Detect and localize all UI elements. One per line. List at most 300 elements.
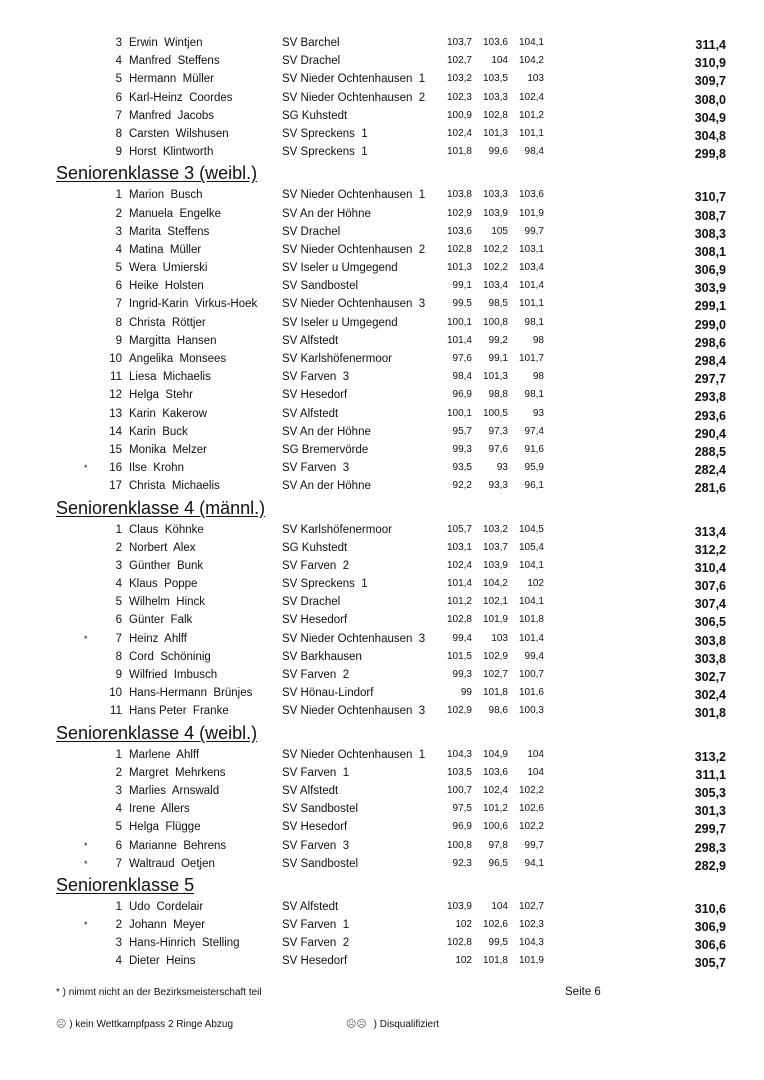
series-3-score: 101,9 [518,207,544,219]
rank: 11 [110,705,122,718]
shooter-name: Klaus Poppe [129,578,198,591]
series-1-score: 100,1 [446,316,472,328]
series-3-score: 104,1 [518,37,544,48]
rank: 7 [115,298,122,311]
series-3-score: 104,3 [518,937,544,949]
series-3-score: 93 [532,407,544,419]
series-3-score: 104,2 [518,55,544,67]
series-2-score: 99,2 [488,334,508,346]
series-3-score: 94,1 [524,857,544,869]
series-2-score: 104 [491,900,508,912]
series-3-score: 95,9 [524,462,544,474]
series-2-score: 102,2 [482,243,508,255]
result-row [0,837,764,855]
total-score: 282,4 [694,463,726,478]
total-score: 301,8 [694,706,726,721]
club-name: SV Nieder Ochtenhausen 2 [282,243,426,256]
rank: 6 [115,614,122,627]
rank: 17 [109,480,122,493]
club-name: SV Drachel [282,225,341,238]
series-2-score: 101,3 [482,127,508,139]
shooter-name: Marianne Behrens [129,839,227,852]
rank: 13 [109,407,122,420]
double-sad-face-icon: ☹☹ [346,1019,367,1030]
series-2-score: 102,7 [482,669,508,680]
result-row [0,332,764,350]
not-eligible-marker: * [84,633,88,644]
club-name: SV Sandbostel [282,803,359,816]
shooter-name: Christa Michaelis [129,480,220,493]
series-1-score: 92,3 [452,857,472,869]
result-row [0,350,764,368]
club-name: SV An der Höhne [282,425,371,438]
club-name: SV Hesedorf [282,821,348,834]
series-3-score: 101,2 [518,109,544,121]
shooter-name: Günter Falk [129,614,193,627]
rank: 4 [115,803,122,816]
series-2-score: 105 [491,225,508,237]
result-row [0,611,764,629]
not-eligible-marker: * [84,840,88,851]
result-row [0,782,764,800]
rank: 15 [109,443,122,456]
series-1-score: 102 [455,919,472,931]
result-row [0,52,764,70]
series-3-score: 98,1 [524,389,544,401]
total-score: 312,2 [694,542,726,557]
series-3-score: 98 [532,371,544,383]
club-name: SV Farven 1 [282,766,350,779]
series-3-score: 102,7 [518,900,544,912]
series-3-score: 101,6 [518,687,544,699]
series-3-score: 102,2 [518,821,544,833]
club-name: SV Farven 3 [282,371,350,384]
series-3-score: 104,5 [518,523,544,535]
series-3-score: 98,4 [524,146,544,158]
series-1-score: 93,5 [452,462,472,474]
club-name: SV Farven 3 [282,839,350,852]
rank: 4 [115,55,122,68]
series-3-score: 104,1 [518,596,544,608]
series-3-score: 100,7 [518,669,544,680]
result-row [0,764,764,782]
rank: 7 [115,632,122,645]
results-page [0,34,764,971]
result-row [0,368,764,386]
total-score: 310,4 [694,560,726,575]
result-row [0,314,764,332]
series-2-score: 93 [496,462,508,474]
section-title: Seniorenklasse 5 [56,874,195,895]
rank: 5 [115,821,122,834]
shooter-name: Marion Busch [129,189,203,202]
club-name: SV Iseler u Umgegend [282,262,398,275]
series-1-score: 103,1 [446,541,472,553]
series-1-score: 100,8 [446,839,472,851]
rank: 3 [115,37,122,49]
series-2-score: 103,2 [482,523,508,535]
result-row [0,855,764,873]
series-3-score: 99,4 [524,650,544,662]
shooter-name: Helga Stehr [129,389,193,402]
total-score: 298,6 [694,335,726,350]
total-score: 299,1 [694,299,726,314]
series-3-score: 104 [527,748,544,760]
series-3-score: 98 [532,334,544,346]
rank: 8 [115,316,122,329]
total-score: 304,9 [694,110,726,125]
shooter-name: Manfred Jacobs [129,109,215,122]
series-2-score: 97,6 [488,443,508,455]
rank: 1 [115,189,122,202]
total-score: 293,6 [694,408,726,423]
series-2-score: 103,9 [482,207,508,219]
club-name: SV Barkhausen [282,650,362,663]
rank: 14 [109,425,122,438]
result-row [0,186,764,204]
legend-no-license [56,1019,233,1030]
section-title: Seniorenklasse 4 (männl.) [56,497,266,518]
shooter-name: Heike Holsten [129,280,204,293]
shooter-name: Irene Allers [129,803,190,816]
series-1-score: 100,1 [446,407,472,419]
shooter-name: Wilhelm Hinck [129,596,206,609]
series-3-score: 98,1 [524,316,544,328]
rank: 8 [115,127,122,140]
rank: 1 [115,900,122,913]
club-name: SG Kuhstedt [282,541,348,554]
club-name: SV Nieder Ochtenhausen 3 [282,705,426,718]
shooter-name: Karl-Heinz Coordes [129,91,233,104]
result-row [0,684,764,702]
total-score: 308,3 [694,226,726,241]
total-score: 281,6 [694,481,726,496]
series-2-score: 99,5 [488,937,508,949]
footnote-not-participating: * ) nimmt nicht an der Bezirksmeisterschaft teil [56,987,262,998]
rank: 3 [115,225,122,238]
rank: 8 [115,650,122,663]
shooter-name: Horst Klintworth [129,146,214,159]
result-row [0,423,764,441]
not-eligible-marker: * [84,858,88,869]
club-name: SV Nieder Ochtenhausen 1 [282,748,426,761]
result-row [0,521,764,539]
series-3-score: 100,3 [518,705,544,717]
club-name: SV Alfstedt [282,407,339,420]
shooter-name: Claus Köhnke [129,523,204,536]
series-2-score: 101,9 [482,614,508,626]
result-row [0,746,764,764]
rank: 3 [115,559,122,572]
section-title: Seniorenklasse 4 (weibl.) [56,722,258,743]
series-1-score: 99,5 [452,298,472,310]
shooter-name: Wera Umierski [129,262,208,275]
series-1-score: 101,5 [446,650,472,662]
total-score: 308,7 [694,208,726,223]
series-3-score: 101,4 [518,280,544,292]
series-2-score: 101,8 [482,955,508,967]
rank: 10 [109,687,122,700]
result-row [0,459,764,477]
series-1-score: 103,7 [446,37,472,48]
sad-face-icon: ☹ [56,1019,67,1030]
total-score: 307,6 [694,579,726,594]
total-score: 299,8 [694,147,726,162]
rank: 10 [109,353,122,365]
club-name: SV Nieder Ochtenhausen 1 [282,189,426,202]
series-2-score: 103,4 [482,280,508,292]
rank: 2 [115,919,122,932]
series-3-score: 99,7 [524,225,544,237]
rank: 3 [115,937,122,950]
series-2-score: 103,6 [482,37,508,48]
series-2-score: 102,6 [482,919,508,931]
series-1-score: 99,4 [452,632,472,644]
series-1-score: 92,2 [452,480,472,492]
series-2-score: 104,2 [482,578,508,590]
club-name: SV An der Höhne [282,207,371,220]
series-3-score: 104 [527,766,544,778]
shooter-name: Marlene Ahlff [129,748,200,761]
rank: 3 [115,784,122,797]
total-score: 298,4 [694,354,726,368]
club-name: SV Spreckens 1 [282,127,368,140]
series-2-score: 96,5 [488,857,508,869]
result-row [0,575,764,593]
shooter-name: Hans Peter Franke [129,705,229,718]
total-score: 306,6 [694,938,726,953]
shooter-name: Norbert Alex [129,541,196,554]
result-row [0,386,764,404]
series-1-score: 103,6 [446,225,472,237]
result-row [0,952,764,970]
series-1-score: 102,8 [446,243,472,255]
series-1-score: 105,7 [446,523,472,535]
series-2-score: 100,6 [482,821,508,833]
series-3-score: 99,7 [524,839,544,851]
club-name: SV Farven 3 [282,462,350,475]
shooter-name: Monika Melzer [129,443,207,456]
series-3-score: 105,4 [518,541,544,553]
series-1-score: 102,7 [446,55,472,67]
series-1-score: 101,8 [446,146,472,158]
rank: 6 [115,280,122,293]
series-2-score: 97,8 [488,839,508,851]
series-1-score: 103,5 [446,766,472,778]
total-score: 308,0 [694,92,726,107]
shooter-name: Carsten Wilshusen [129,127,229,140]
shooter-name: Waltraud Oetjen [129,857,215,870]
series-2-score: 103,5 [482,73,508,85]
club-name: SV Iseler u Umgegend [282,316,398,329]
club-name: SV Barchel [282,37,340,49]
result-row [0,34,764,52]
shooter-name: Günther Bunk [129,559,204,572]
legend-disqualified-text: ) Disqualifiziert [373,1019,440,1030]
club-name: SV Sandbostel [282,280,359,293]
club-name: SV Drachel [282,55,341,68]
club-name: SV Nieder Ochtenhausen 1 [282,73,426,86]
series-3-score: 101,1 [518,298,544,310]
series-2-score: 102,9 [482,650,508,662]
result-row [0,934,764,952]
series-1-score: 102,4 [446,127,472,139]
rank: 7 [115,857,122,870]
series-2-score: 102,2 [482,262,508,274]
series-2-score: 103,6 [482,766,508,778]
club-name: SV Nieder Ochtenhausen 2 [282,91,426,104]
shooter-name: Manfred Steffens [129,55,220,68]
result-row [0,800,764,818]
series-2-score: 102,1 [482,596,508,608]
series-2-score: 104,9 [482,748,508,760]
series-1-score: 102,4 [446,559,472,571]
club-name: SV Nieder Ochtenhausen 3 [282,632,426,645]
series-2-score: 99,1 [488,353,508,364]
total-score: 311,4 [695,38,726,52]
shooter-name: Marlies Arnswald [129,784,220,797]
result-row [0,125,764,143]
series-3-score: 101,8 [518,614,544,626]
rank: 4 [115,578,122,591]
series-3-score: 103,1 [518,243,544,255]
result-row [0,666,764,684]
shooter-name: Margitta Hansen [129,334,217,347]
result-row [0,295,764,313]
total-score: 282,9 [694,858,726,873]
rank: 1 [115,748,122,761]
series-3-score: 101,9 [518,955,544,967]
shooter-name: Johann Meyer [129,919,206,932]
series-1-score: 102,9 [446,207,472,219]
result-row [0,107,764,125]
series-1-score: 97,5 [452,803,472,815]
series-1-score: 99,1 [452,280,472,292]
series-2-score: 100,8 [482,316,508,328]
total-score: 313,2 [694,749,726,764]
total-score: 306,9 [694,263,726,278]
result-row [0,818,764,836]
result-row [0,405,764,423]
total-score: 303,9 [694,281,726,296]
total-score: 310,9 [694,56,726,71]
legend-no-license-text: ) kein Wettkampfpass 2 Ringe Abzug [69,1019,234,1030]
total-score: 303,8 [694,633,726,648]
total-score: 301,3 [694,804,726,819]
club-name: SV Drachel [282,596,341,609]
total-score: 305,3 [694,785,726,800]
series-1-score: 101,2 [446,596,472,608]
series-2-score: 98,5 [488,298,508,310]
shooter-name: Helga Flügge [129,821,201,834]
series-1-score: 102 [455,955,472,967]
total-score: 307,4 [694,597,726,612]
series-1-score: 96,9 [452,821,472,833]
club-name: SV Alfstedt [282,900,339,913]
series-1-score: 100,9 [446,109,472,121]
series-1-score: 103,9 [446,900,472,912]
result-row [0,539,764,557]
shooter-name: Dieter Heins [129,955,196,968]
shooter-name: Karin Kakerow [129,407,207,420]
result-row [0,277,764,295]
club-name: SV Alfstedt [282,334,339,347]
series-2-score: 104 [491,55,508,67]
club-name: SV Hönau-Lindorf [282,687,374,700]
series-3-score: 101,1 [518,127,544,139]
series-2-score: 98,8 [488,389,508,401]
total-score: 313,4 [694,524,726,539]
series-3-score: 97,4 [524,425,544,437]
total-score: 298,3 [694,840,726,855]
rank: 9 [115,146,122,159]
rank: 7 [115,109,122,122]
total-score: 288,5 [694,444,726,459]
series-2-score: 103 [491,632,508,644]
shooter-name: Wilfried Imbusch [129,669,218,681]
rank: 5 [115,73,122,86]
shooter-name: Hans-Hinrich Stelling [129,937,240,950]
series-3-score: 91,6 [524,443,544,455]
shooter-name: Liesa Michaelis [129,371,211,384]
series-2-score: 101,3 [482,371,508,383]
rank: 1 [115,523,122,536]
shooter-name: Christa Röttjer [129,316,206,329]
series-3-score: 96,1 [524,480,544,492]
total-score: 299,7 [694,822,726,837]
not-eligible-marker: * [84,463,88,474]
club-name: SG Kuhstedt [282,109,348,122]
club-name: SV Hesedorf [282,389,348,402]
series-2-score: 101,2 [482,803,508,815]
shooter-name: Ingrid-Karin Virkus-Hoek [129,298,258,311]
result-row [0,223,764,241]
series-2-score: 102,4 [482,784,508,796]
shooter-name: Cord Schöninig [129,650,211,663]
shooter-name: Matina Müller [129,243,202,256]
total-score: 306,5 [694,615,726,630]
shooter-name: Heinz Ahlff [129,632,187,645]
total-score: 302,7 [694,670,726,684]
total-score: 297,7 [694,372,726,387]
series-1-score: 98,4 [452,371,472,383]
shooter-name: Erwin Wintjen [129,37,203,49]
rank: 2 [115,207,122,220]
series-2-score: 98,6 [488,705,508,717]
total-score: 306,9 [694,920,726,935]
result-row [0,89,764,107]
club-name: SV Farven 1 [282,919,350,932]
series-1-score: 103,2 [446,73,472,85]
shooter-name: Hermann Müller [129,73,214,86]
club-name: SV Hesedorf [282,955,348,968]
shooter-name: Marita Steffens [129,225,210,238]
series-3-score: 101,4 [518,632,544,644]
shooter-name: Udo Cordelair [129,900,204,913]
rank: 5 [115,596,122,609]
result-row [0,916,764,934]
total-score: 304,8 [694,128,726,143]
page-number: Seite 6 [565,986,601,998]
series-1-score: 97,6 [452,353,472,364]
rank: 9 [115,334,122,347]
rank: 4 [115,955,122,968]
rank: 11 [110,371,122,384]
series-1-score: 95,7 [452,425,472,437]
series-3-score: 104,1 [518,559,544,571]
legend-disqualified [346,1019,439,1030]
total-score: 290,4 [694,426,726,441]
